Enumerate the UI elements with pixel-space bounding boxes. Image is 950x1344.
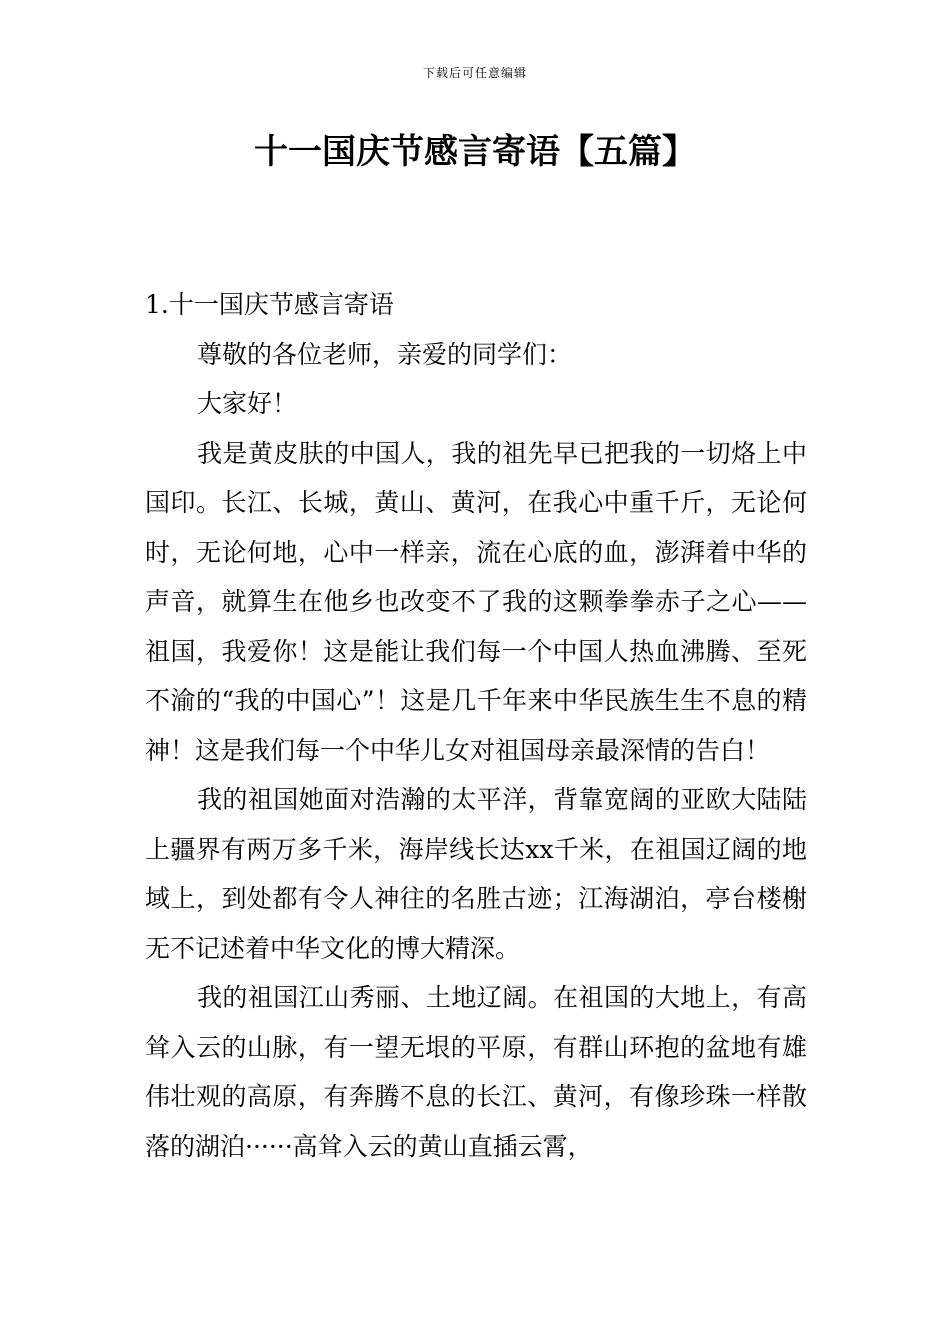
document-body <box>145 280 807 1171</box>
paragraph: 我是黄皮肤的中国人，我的祖先早已把我的一切烙上中国印。长江、长城，黄山、黄河，在我心中重千斤，无论何时，无论何地，心中一样亲，流在心底的血，澎湃着中华的声音，就算生在他乡也改变不了我的这颗拳拳赤子之心——祖国，我爱你！这是能让我们每一个中国人热血沸腾、至死不渝的“我的中国心”！这是几千年来中华民族生生不息的精神！这是我们每一个中华儿女对祖国母亲最深情的告白！ <box>145 438 807 765</box>
paragraph-greeting: 大家好！ <box>197 389 298 418</box>
header-note: 下载后可任意编辑 <box>422 66 527 80</box>
paragraph-salutation: 尊敬的各位老师，亲爱的同学们： <box>197 339 573 369</box>
section-heading: 1.十一国庆节感言寄语 <box>145 290 394 319</box>
document-title: 十一国庆节感言寄语【五篇】 <box>254 132 696 172</box>
paragraph: 我的祖国她面对浩瀚的太平洋，背靠宽阔的亚欧大陆陆上疆界有两万多千米，海岸线长达xx千米，在祖国辽阔的地域上，到处都有令人神往的名胜古迹；江海湖泊，亭台楼榭无不记述着中华文化的博大精深。 <box>145 785 807 963</box>
paragraph: 我的祖国江山秀丽、土地辽阔。在祖国的大地上，有高耸入云的山脉，有一望无垠的平原，有群山环抱的盆地有雄伟壮观的高原，有奔腾不息的长江、黄河，有像珍珠一样散落的湖泊······高耸入云的黄山直插云霄， <box>145 983 807 1161</box>
